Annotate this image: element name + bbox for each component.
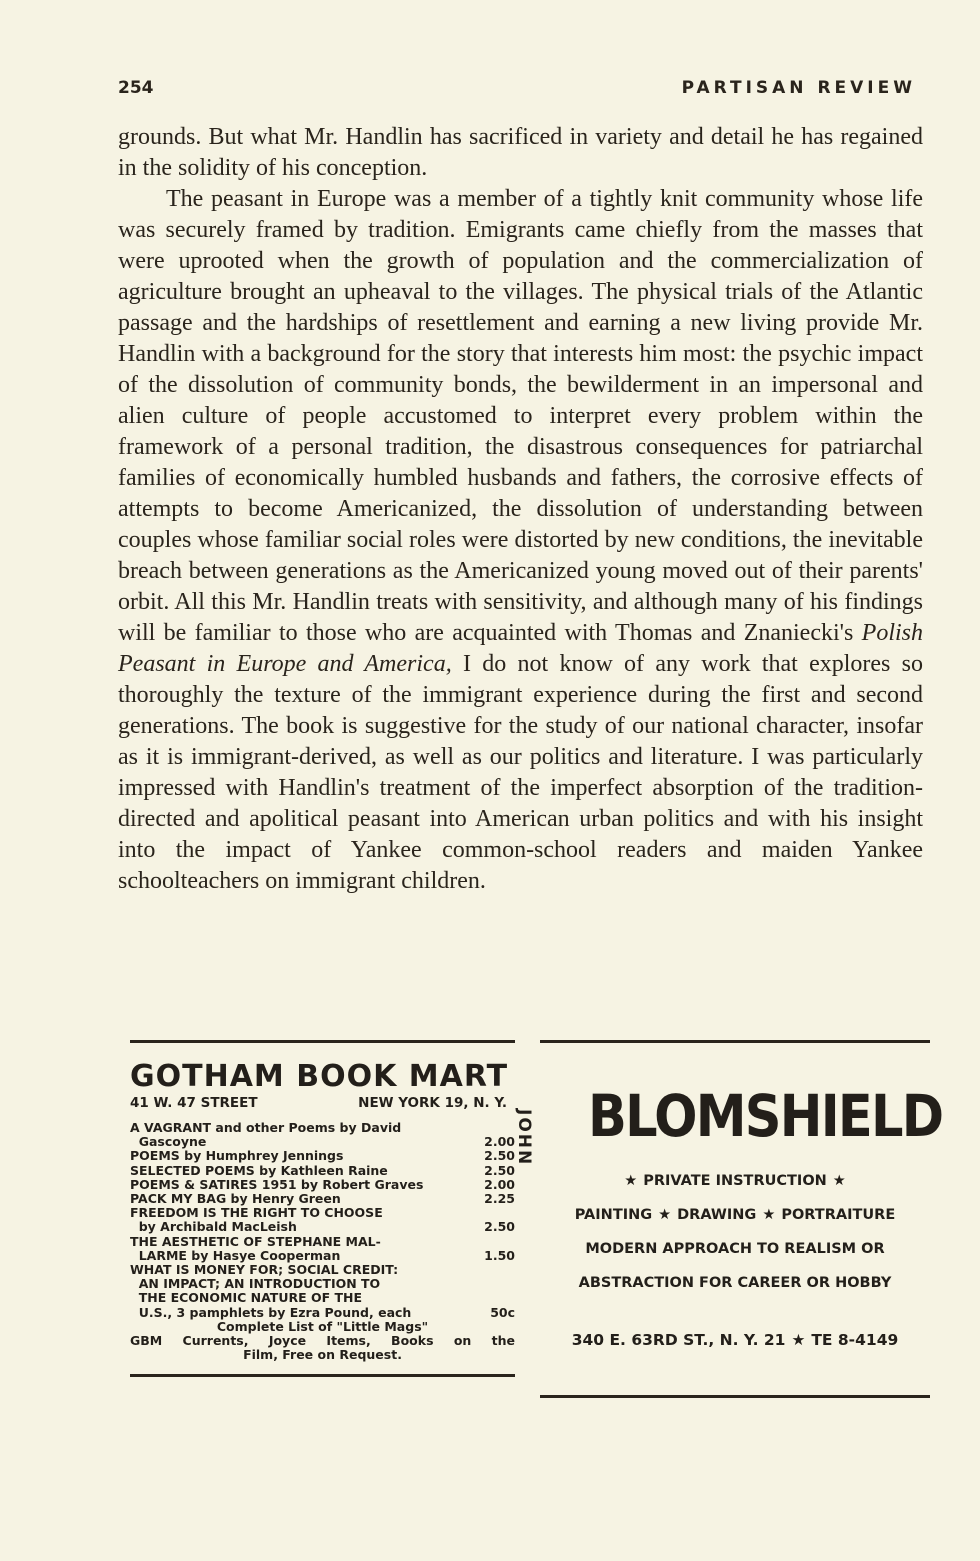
ad-top-rule [130,1040,515,1043]
phone: TE 8-4149 [811,1331,899,1349]
star-icon: ★ [762,1207,776,1223]
book-price: 2.50 [484,1148,515,1164]
book-item [130,1178,515,1192]
book-price: 2.50 [484,1219,515,1235]
book-item [130,1235,515,1263]
book-title: WHAT IS MONEY FOR; SOCIAL CREDIT: AN IMPACT; AN INTRODUCTION TO THE ECONOMIC NATURE OF THE U.S., 3 pamphlets by Ezra Pound, each [130,1262,412,1320]
paragraph-2-text-b: I do not know of any work that explores so thoroughly the texture of the immigrant experience during the first and second generations. The book is suggestive for the study of our national character, insofar as it is immigrant-derived, as well as our politics and literature. I was particularly impressed with Handlin's treatment of the imperfect absorption of the tradition-directed and apolitical peasant into American urban politics and with his insight into the impact of Yankee common-school readers and maiden Yankee schoolteachers on immigrant children. [118,651,924,894]
paragraph-1: grounds. But what Mr. Handlin has sacrificed in variety and detail he has regained in the solidity of his conception. [118,124,923,181]
gotham-title: GOTHAM BOOK MART [130,1059,509,1094]
star-icon: ★ [791,1331,806,1349]
book-price: 2.50 [484,1162,515,1178]
book-item [130,1121,515,1149]
page-number: 254 [118,78,154,98]
book-item [130,1206,515,1234]
book-item [130,1263,515,1320]
contact-line [540,1331,930,1349]
book-title: POEMS by Humphrey Jennings [130,1148,344,1164]
book-price: 50c [490,1304,515,1320]
approach-line-1: MODERN APPROACH TO REALISM OR [585,1241,885,1257]
gotham-city: NEW YORK 19, N. Y. [358,1095,507,1111]
book-list [130,1121,515,1362]
book-price: 2.25 [484,1191,515,1207]
paragraph-2-text-a: The peasant in Europe was a member of a tightly knit community whose life was securely framed by tradition. Emigrants came chiefly from the masses that were uprooted when the growth of population and the commercialization of agriculture brought an upheaval to the villages. The physical trials of the Atlantic passage and the hardships of resettlement and earning a new living provide Mr. Handlin with a background for the story that interests him most: the psychic impact of the dissolution of community bonds, the bewilderment in an impersonal and alien culture of people accustomed to interpret every problem within the framework of a personal tradition, the disastrous consequences for patriarchal families of economically humbled husbands and fathers, the corrosive effects of attempts to become Americanized, the dissolution of understanding between couples whose familiar social roles were distorted by new conditions, the inevitable breach between generations as the Americanized young moved out of their parents' orbit. All this Mr. Handlin treats with sensitivity, and although many of his findings will be familiar to those who are acquainted with Thomas and Znaniecki's [118,186,923,646]
book-item [130,1149,515,1163]
first-name: JOHN [514,1109,534,1167]
book-item [130,1192,515,1206]
book-price: 2.00 [484,1134,515,1150]
gotham-book-mart-ad [130,1040,515,1377]
gotham-address [130,1095,515,1111]
ad-bottom-rule [540,1395,930,1398]
book-item [130,1164,515,1178]
private-instruction-line [540,1173,930,1189]
book-title: A VAGRANT and other Poems by David Gascoyne [130,1120,402,1150]
list-offer-line-3: Film, Free on Request. [243,1347,402,1363]
address: 340 E. 63RD ST., N. Y. 21 [571,1331,786,1349]
book-title: POEMS & SATIRES 1951 by Robert Graves [130,1176,424,1192]
star-icon: ★ [624,1173,638,1189]
subject: PORTRAITURE [781,1207,896,1223]
list-offer-text: GBM Currents, Joyce Items, Books on the [130,1333,515,1349]
book-price: 2.00 [484,1176,515,1192]
private-instruction: PRIVATE INSTRUCTION [643,1173,827,1189]
ad-top-rule [540,1040,930,1043]
book-title: FREEDOM IS THE RIGHT TO CHOOSE by Archibald MacLeish [130,1205,383,1235]
subject: DRAWING [677,1207,757,1223]
blomshield-heading [514,1049,943,1167]
last-name: BLOMSHIELD [588,1082,943,1150]
article-body [118,122,923,897]
subject: PAINTING [574,1207,653,1223]
book-title-italic: Polish Peasant in Europe and America, [118,620,924,677]
book-title: SELECTED POEMS by Kathleen Raine [130,1162,388,1178]
list-offer-line-2 [130,1334,515,1348]
blomshield-ad [514,1040,943,1398]
book-title: THE AESTHETIC OF STEPHANE MAL- LARME by Hasye Cooperman [130,1233,381,1263]
star-icon: ★ [658,1207,672,1223]
list-offer-line-1: Complete List of "Little Mags" [216,1318,429,1334]
ad-bottom-rule [130,1374,515,1377]
book-title: PACK MY BAG by Henry Green [130,1191,341,1207]
running-head: PARTISAN REVIEW [681,78,916,98]
star-icon: ★ [832,1173,846,1189]
approach-line-2: ABSTRACTION FOR CAREER OR HOBBY [578,1275,892,1291]
paragraph-2 [118,184,923,897]
subjects-line [540,1207,930,1223]
gotham-street: 41 W. 47 STREET [130,1095,258,1111]
book-price: 1.50 [484,1247,515,1263]
